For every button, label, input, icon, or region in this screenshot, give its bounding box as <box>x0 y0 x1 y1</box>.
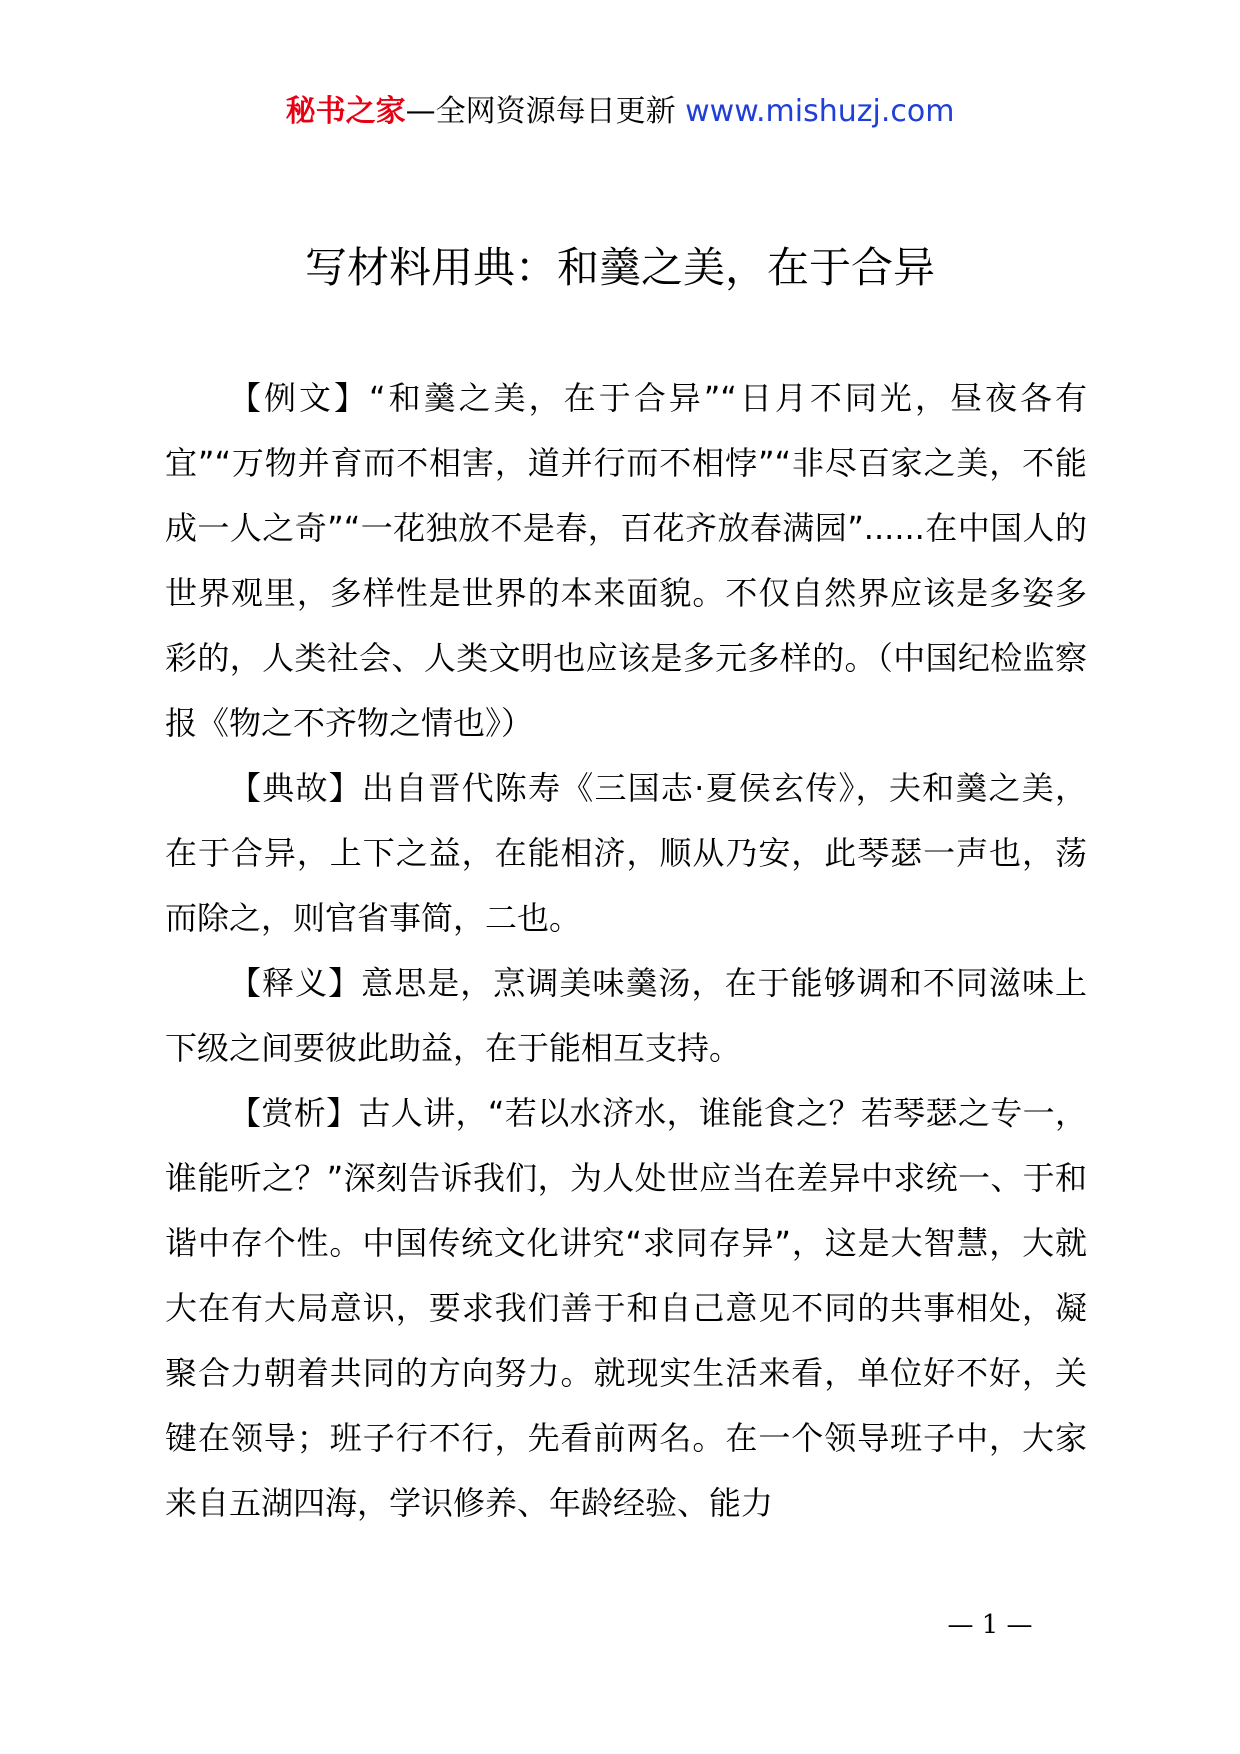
paragraph-example: 【例文】“和羹之美，在于合异”“日月不同光，昼夜各有宜”“万物并育而不相害，道并行而不相悖”“非尽百家之美，不能成一人之奇”“一花独放不是春，百花齐放春满园”......在中国人的世界观里，多样性是世界的本来面貌。不仅自然界应该是多姿多彩的，人类社会、人类文明也应该是多元多样的。（中国纪检监察报《物之不齐物之情也》） <box>165 379 1087 742</box>
paragraph-allusion: 【典故】出自晋代陈寿《三国志·夏侯玄传》，夫和羹之美，在于合异，上下之益，在能相济，顺从乃安，此琴瑟一声也，荡而除之，则官省事简，二也。 <box>165 769 1087 937</box>
page-number: — 1 — <box>947 1610 1033 1640</box>
document-body <box>165 366 1087 1536</box>
site-banner <box>0 92 1240 132</box>
paragraph-appreciation: 【赏析】古人讲，“若以水济水，谁能食之？若琴瑟之专一，谁能听之？”深刻告诉我们，为人处世应当在差异中求统一、于和谐中存个性。中国传统文化讲究“求同存异”，这是大智慧，大就大在有大局意识，要求我们善于和自己意见不同的共事相处，凝聚合力朝着共同的方向努力。就现实生活来看，单位好不好，关键在领导；班子行不行，先看前两名。在一个领导班子中，大家来自五湖四海，学识修养、年龄经验、能力 <box>165 1094 1087 1522</box>
brand-slogan: —全网资源每日更新 <box>405 94 686 129</box>
brand-name: 秘书之家 <box>285 94 406 129</box>
paragraph-meaning: 【释义】意思是，烹调美味羹汤，在于能够调和不同滋味上下级之间要彼此助益，在于能相互支持。 <box>165 964 1087 1067</box>
document-title: 写材料用典：和羹之美，在于合异 <box>304 243 935 292</box>
site-url-link[interactable]: www.mishuzj.com <box>685 94 955 129</box>
